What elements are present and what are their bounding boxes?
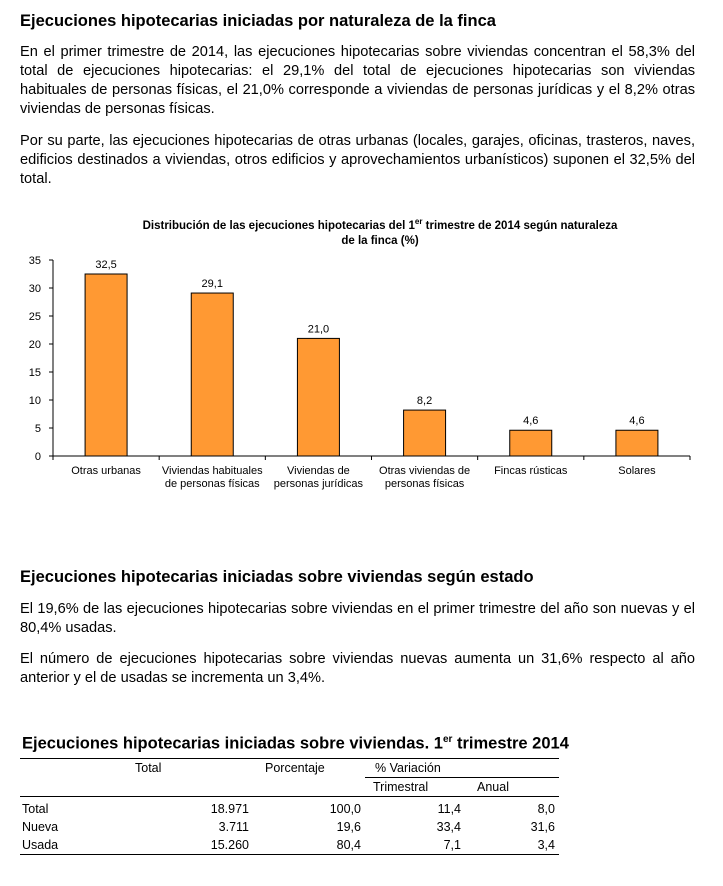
header-trimestral: Trimestral: [365, 778, 467, 797]
y-tick-label: 30: [28, 283, 41, 295]
bar-value-label: 32,5: [95, 259, 117, 271]
bar: [404, 410, 446, 456]
y-tick-label: 35: [28, 255, 41, 267]
x-category-label: [618, 465, 656, 477]
table-row: [20, 797, 559, 819]
table-cell-total: 15.260: [125, 836, 253, 855]
chart-title-part1: Distribución de las ejecuciones hipotecarias del 1: [142, 219, 415, 232]
table-title-sup: er: [442, 734, 453, 745]
section-heading-estado: Ejecuciones hipotecarias iniciadas sobre viviendas según estado: [20, 568, 534, 586]
bar: [510, 430, 552, 456]
y-tick-label: 25: [28, 311, 41, 323]
table-cell-anual: 8,0: [537, 802, 555, 816]
table-row: [20, 836, 559, 855]
table-cell-trim: 11,4: [437, 802, 461, 816]
x-category-label: [494, 465, 568, 477]
table-cell-trim: 7,1: [365, 836, 467, 855]
header-total: Total: [125, 759, 253, 778]
section-heading-naturaleza: Ejecuciones hipotecarias iniciadas por naturaleza de la finca: [20, 12, 496, 30]
table-title-part2: trimestre 2014: [452, 734, 569, 753]
table-cell-total: 18.971: [210, 802, 249, 816]
x-category-label: [379, 465, 470, 490]
bar: [85, 274, 127, 456]
table-cell-pct: 80,4: [253, 836, 365, 855]
x-category-label-line: de personas físicas: [164, 478, 260, 490]
x-category-label-line: personas jurídicas: [273, 478, 364, 490]
table-cell-anual: 31,6: [530, 820, 555, 834]
paragraph-naturaleza-2: Por su parte, las ejecuciones hipotecarias de otras urbanas (locales, garajes, oficinas, trasteros, naves, edificios destinados a viviendas, otros edificios y aprovechamientos urbanísticos) suponen el 32,5% del total.: [20, 133, 695, 187]
paragraph-naturaleza-1: En el primer trimestre de 2014, las ejecuciones hipotecarias sobre viviendas concentran el 58,3% del total de ejecuciones hipotecarias: el 29,1% del total de ejecuciones hipotecarias son viviendas habituales de personas físicas, el 21,0% corresponde a viviendas de personas jurídicas y el 8,2% otras viviendas de personas físicas.: [20, 44, 695, 117]
x-category-label: [162, 465, 263, 490]
x-category-label-line: Otras urbanas: [71, 465, 141, 477]
chart-title: [100, 214, 660, 249]
paragraph-estado-1: El 19,6% de las ejecuciones hipotecarias sobre viviendas en el primer trimestre del año son nuevas y el 80,4% usadas.: [20, 601, 695, 636]
table-cell-total: 3.711: [218, 820, 249, 834]
bar-value-label: 8,2: [416, 395, 433, 408]
table-cell-label: Nueva: [22, 820, 59, 834]
x-category-label-line: personas físicas: [384, 478, 465, 490]
y-tick-label: 20: [28, 339, 41, 351]
table-cell-trim: 33,4: [436, 820, 461, 834]
table-header-row-2: [20, 778, 559, 797]
bar: [191, 293, 233, 456]
x-category-label-line: Fincas rústicas: [494, 465, 568, 477]
x-category-label-line: Viviendas habituales: [161, 465, 263, 477]
chart-title-sup: er: [414, 217, 423, 226]
x-category-label-line: Solares: [618, 465, 656, 477]
table-title: [22, 734, 569, 754]
header-empty-4: [253, 778, 365, 797]
x-category-label: [71, 465, 141, 477]
chart-title-line2: de la finca (%): [341, 234, 419, 247]
header-variacion: % Variación: [365, 759, 559, 778]
header-anual: Anual: [467, 778, 559, 797]
table-title-part1: Ejecuciones hipotecarias iniciadas sobre viviendas. 1: [22, 734, 443, 753]
header-empty-2: [20, 778, 125, 797]
table-cell-label: Total: [22, 802, 49, 816]
y-tick-label: 5: [34, 423, 41, 435]
table-cell-pct: 100,0: [329, 802, 361, 816]
bar-chart: [0, 250, 723, 500]
table-row: [20, 818, 559, 836]
table-body: [20, 797, 559, 855]
header-empty: [20, 759, 125, 778]
chart-title-part2: trimestre de 2014 según naturaleza: [422, 219, 618, 232]
header-empty-3: [125, 778, 253, 797]
paragraph-estado-2: El número de ejecuciones hipotecarias sobre viviendas nuevas aumenta un 31,6% respecto al año anterior y el de usadas se incrementa un 3,4%.: [20, 651, 695, 686]
table-header-row-1: [20, 759, 559, 778]
bar-value-label: 29,1: [201, 278, 223, 291]
bar-value-label: 21,0: [307, 323, 330, 336]
y-tick-label: 15: [28, 367, 41, 379]
y-tick-label: 10: [28, 395, 41, 407]
y-tick-label: 0: [34, 451, 41, 463]
table-cell-label: Usada: [20, 836, 125, 855]
header-porcentaje: Porcentaje: [253, 759, 365, 778]
bar: [616, 430, 658, 456]
bar-value-label: 4,6: [523, 415, 539, 428]
x-category-label: [274, 465, 364, 490]
bar-value-label: 4,6: [629, 415, 645, 428]
table-cell-anual: 3,4: [467, 836, 559, 855]
x-category-label-line: Otras viviendas de: [379, 465, 471, 477]
bar: [297, 338, 339, 456]
x-category-label-line: Viviendas de: [287, 465, 350, 477]
data-table: [20, 758, 559, 855]
table-cell-pct: 19,6: [336, 820, 361, 834]
